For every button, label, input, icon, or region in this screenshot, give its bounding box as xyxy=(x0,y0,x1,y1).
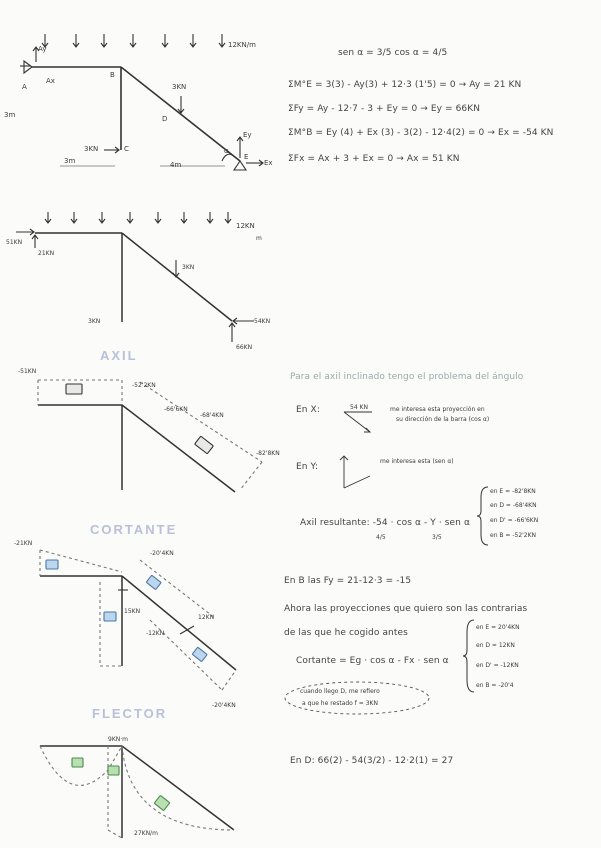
load-3kn-c-label: 3KN xyxy=(84,145,99,153)
cortante-brace xyxy=(462,618,476,694)
point-a-label: A xyxy=(22,83,27,91)
axil-value-b: en B = -52'2KN xyxy=(490,532,537,539)
point-b-label: B xyxy=(110,71,115,79)
span-4m-label: 4m xyxy=(170,161,182,169)
trig-values: sen α = 3/5 cos α = 4/5 xyxy=(338,48,448,58)
cortante-value-e: en E = 20'4KN xyxy=(476,624,520,631)
axil-mid2-value: -68'4KN xyxy=(200,412,224,419)
axil-eny-note: me interesa esta (sen α) xyxy=(380,458,454,465)
cortante-note1: cuando llego D, me refiero xyxy=(300,688,380,695)
diagram2-left-v: 21KN xyxy=(38,250,55,257)
ey-label: Ey xyxy=(243,131,252,139)
axil-brace xyxy=(476,485,490,547)
cortante-left-value: -21KN xyxy=(14,540,33,547)
diagram2-load-label: 12KN xyxy=(236,222,255,230)
cortante-value-d: en D = 12KN xyxy=(476,642,515,649)
flector-top-value: 9KN·m xyxy=(108,736,128,743)
axil-top-value: -52'2KN xyxy=(132,382,156,389)
cortante-v3-value: -12KN xyxy=(146,630,165,637)
axil-frac-cos: 4/5 xyxy=(376,534,386,541)
point-c-label: C xyxy=(124,145,129,153)
flector-title: FLECTOR xyxy=(92,706,168,721)
axil-projection-y xyxy=(336,454,376,494)
axil-enx-value: 54 KN xyxy=(350,404,368,411)
equation-sum-fx: ΣFx = Ax + 3 + Ex = 0 → Ax = 51 KN xyxy=(288,154,460,164)
cortante-formula: Cortante = Eg · cos α - Fx · sen α xyxy=(296,656,449,666)
ax-label: Ax xyxy=(46,77,55,85)
ex-label: Ex xyxy=(264,159,273,167)
diagram2-left-low: 3KN xyxy=(88,318,101,325)
load-arrows xyxy=(42,34,225,47)
cortante-v2-value: 12KN xyxy=(198,614,215,621)
equation-moment-b: ΣM°B = Ey (4) + Ex (3) - 3(2) - 12·4(2) = 0 → Ex = -54 KN xyxy=(288,128,554,138)
flector-bottom-value: 27KN/m xyxy=(134,830,158,837)
flector-equation: En D: 66(2) - 54(3/2) - 12·2(1) = 27 xyxy=(290,756,454,766)
diagram2-right-v: 66KN xyxy=(236,344,253,351)
load-3kn-label: 3KN xyxy=(172,83,187,91)
axil-frac-sen: 3/5 xyxy=(432,534,442,541)
diagram2-mid: 3KN xyxy=(182,264,195,271)
point-e-label: E xyxy=(244,153,249,161)
diagram2-load-unit: m xyxy=(256,235,262,242)
cortante-line2: de las que he cogido antes xyxy=(284,628,408,638)
cortante-top-value: -20'4KN xyxy=(150,550,174,557)
cortante-intro: En B las Fy = 21-12·3 = -15 xyxy=(284,576,412,586)
axil-value-e: en E = -82'8KN xyxy=(490,488,536,495)
axil-end-value: -82'8KN xyxy=(256,450,280,457)
span-3m-label: 3m xyxy=(64,157,76,165)
equation-moment-e: ΣM°E = 3(3) - Ay(3) + 12·3 (1'5) = 0 → Ay = 21 KN xyxy=(288,80,522,90)
cortante-note2: a que he restado f = 3KN xyxy=(302,700,378,707)
cortante-line1: Ahora las proyecciones que quiero son las contrarias xyxy=(284,604,528,614)
axil-enx-note2: su dirección de la barra (cos α) xyxy=(396,416,490,423)
axil-projection-x xyxy=(340,408,380,438)
height-label: 3m xyxy=(4,111,16,119)
axil-title: AXIL xyxy=(100,348,138,363)
axil-enx: En X: xyxy=(296,405,320,415)
ay-label: Ay xyxy=(38,45,47,53)
cortante-value-b: en B = -20'4 xyxy=(476,682,514,689)
structure-diagram-2 xyxy=(0,200,300,363)
axil-value-d-prime: en D' = -66'6KN xyxy=(490,517,539,524)
cortante-value-d-prime: en D' = -12KN xyxy=(476,662,519,669)
axil-left-value: -51KN xyxy=(18,368,37,375)
equation-sum-fy: ΣFy = Ay - 12·7 - 3 + Ey = 0 → Ey = 66KN xyxy=(288,104,481,114)
cortante-end-value: -20'4KN xyxy=(212,702,236,709)
cortante-v1-value: 15KN xyxy=(124,608,141,615)
point-d-label: D xyxy=(162,115,168,123)
axil-eny: En Y: xyxy=(296,462,319,472)
diagram2-right-h: 54KN xyxy=(254,318,271,325)
axil-result: Axil resultante: -54 · cos α - Y · sen α xyxy=(300,518,470,528)
axil-value-d: en D = -68'4KN xyxy=(490,502,537,509)
axil-mid1-value: -66'6KN xyxy=(164,406,188,413)
axil-intro: Para el axil inclinado tengo el problema del ángulo xyxy=(290,372,524,382)
alpha-label: α xyxy=(224,147,229,155)
diagram2-left-h: 51KN xyxy=(6,239,23,246)
cortante-title: CORTANTE xyxy=(90,522,178,537)
load-label: 12KN/m xyxy=(228,41,256,49)
axil-enx-note1: me interesa esta proyección en xyxy=(390,406,485,413)
